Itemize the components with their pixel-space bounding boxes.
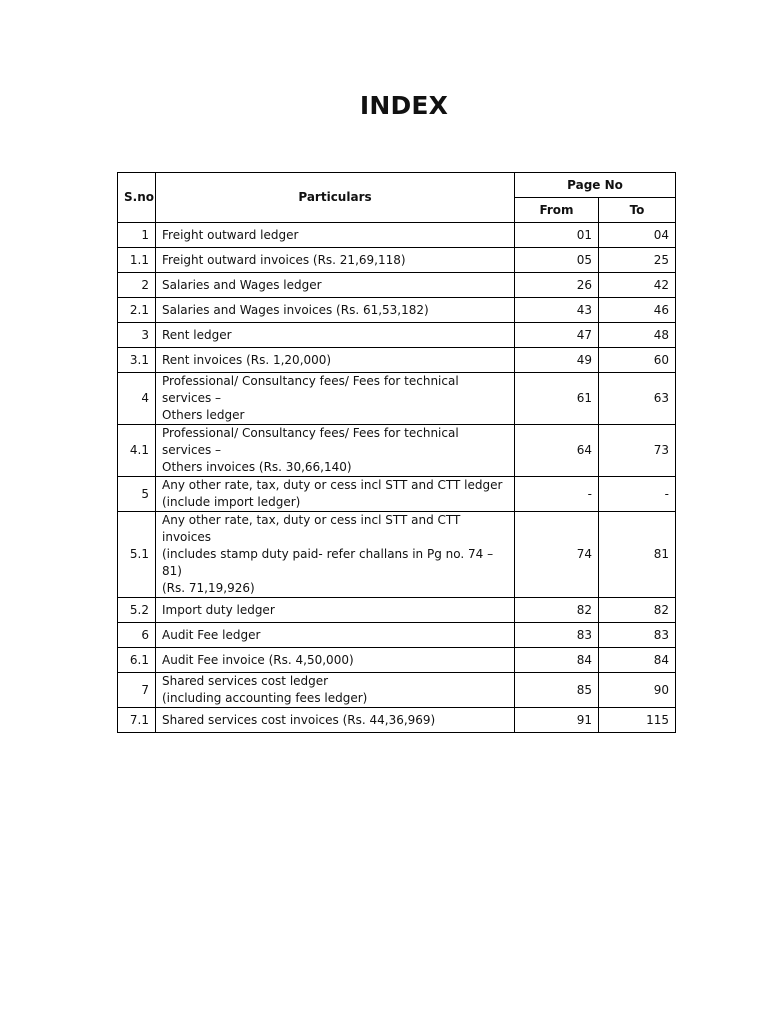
index-table	[117, 172, 676, 733]
cell-from: 83	[515, 623, 599, 648]
cell-to: 115	[599, 708, 676, 733]
cell-to: -	[599, 477, 676, 512]
cell-sno: 1.1	[118, 248, 156, 273]
particulars-line: Shared services cost invoices (Rs. 44,36,969)	[162, 712, 436, 727]
cell-sno: 5	[118, 477, 156, 512]
cell-particulars	[156, 323, 515, 348]
cell-to: 90	[599, 673, 676, 708]
table-row	[118, 425, 676, 477]
table-row	[118, 477, 676, 512]
table-row	[118, 598, 676, 623]
cell-sno: 2.1	[118, 298, 156, 323]
cell-from: 61	[515, 373, 599, 425]
cell-particulars	[156, 298, 515, 323]
cell-to: 83	[599, 623, 676, 648]
cell-to: 82	[599, 598, 676, 623]
cell-to: 73	[599, 425, 676, 477]
table-row	[118, 223, 676, 248]
cell-from: 64	[515, 425, 599, 477]
cell-to: 81	[599, 512, 676, 598]
cell-particulars	[156, 648, 515, 673]
table-header	[118, 173, 676, 223]
cell-from: 26	[515, 273, 599, 298]
cell-to: 42	[599, 273, 676, 298]
cell-sno: 6	[118, 623, 156, 648]
cell-from: 47	[515, 323, 599, 348]
cell-to: 84	[599, 648, 676, 673]
cell-particulars	[156, 598, 515, 623]
table-row	[118, 248, 676, 273]
particulars-line: Shared services cost ledger	[162, 674, 329, 688]
particulars-line: Professional/ Consultancy fees/ Fees for technical services –	[162, 426, 459, 457]
particulars-line: Import duty ledger	[162, 602, 275, 617]
cell-particulars	[156, 673, 515, 708]
cell-from: 43	[515, 298, 599, 323]
cell-sno: 4.1	[118, 425, 156, 477]
particulars-line: Professional/ Consultancy fees/ Fees for technical services –	[162, 374, 459, 405]
cell-particulars	[156, 512, 515, 598]
table-body	[118, 223, 676, 733]
particulars-line: Salaries and Wages invoices (Rs. 61,53,182)	[162, 302, 429, 317]
cell-sno: 6.1	[118, 648, 156, 673]
cell-from: 91	[515, 708, 599, 733]
cell-particulars	[156, 477, 515, 512]
cell-sno: 5.1	[118, 512, 156, 598]
cell-particulars	[156, 373, 515, 425]
cell-from: 49	[515, 348, 599, 373]
cell-from: 82	[515, 598, 599, 623]
cell-particulars	[156, 708, 515, 733]
cell-sno: 7	[118, 673, 156, 708]
cell-particulars	[156, 248, 515, 273]
particulars-line: Rent ledger	[162, 327, 232, 342]
cell-to: 46	[599, 298, 676, 323]
particulars-line: Rent invoices (Rs. 1,20,000)	[162, 352, 332, 367]
cell-particulars	[156, 425, 515, 477]
table-row	[118, 708, 676, 733]
cell-from: 84	[515, 648, 599, 673]
header-sno: S.no	[118, 173, 156, 223]
particulars-line: (Rs. 71,19,926)	[162, 581, 255, 595]
cell-particulars	[156, 223, 515, 248]
cell-to: 48	[599, 323, 676, 348]
cell-from: 74	[515, 512, 599, 598]
table-row	[118, 512, 676, 598]
particulars-line: Salaries and Wages ledger	[162, 277, 322, 292]
cell-from: 01	[515, 223, 599, 248]
cell-to: 04	[599, 223, 676, 248]
table-row	[118, 648, 676, 673]
cell-sno: 3	[118, 323, 156, 348]
cell-particulars	[156, 273, 515, 298]
particulars-line: Audit Fee invoice (Rs. 4,50,000)	[162, 652, 354, 667]
cell-sno: 4	[118, 373, 156, 425]
particulars-line: Others ledger	[162, 408, 245, 422]
page-title: INDEX	[359, 91, 449, 120]
cell-sno: 7.1	[118, 708, 156, 733]
cell-particulars	[156, 348, 515, 373]
particulars-line: Audit Fee ledger	[162, 627, 261, 642]
particulars-line: Any other rate, tax, duty or cess incl STT and CTT invoices	[162, 513, 461, 544]
table-row	[118, 298, 676, 323]
particulars-line: Freight outward ledger	[162, 227, 299, 242]
cell-sno: 5.2	[118, 598, 156, 623]
particulars-line: (includes stamp duty paid- refer challans in Pg no. 74 – 81)	[162, 547, 494, 578]
table-row	[118, 273, 676, 298]
cell-to: 60	[599, 348, 676, 373]
particulars-line: Any other rate, tax, duty or cess incl STT and CTT ledger	[162, 478, 503, 492]
cell-sno: 3.1	[118, 348, 156, 373]
table-row	[118, 623, 676, 648]
table-row	[118, 323, 676, 348]
particulars-line: (including accounting fees ledger)	[162, 691, 368, 705]
header-to: To	[599, 198, 676, 223]
header-from: From	[515, 198, 599, 223]
cell-sno: 1	[118, 223, 156, 248]
header-page-no: Page No	[515, 173, 676, 198]
cell-from: 85	[515, 673, 599, 708]
cell-sno: 2	[118, 273, 156, 298]
particulars-line: Others invoices (Rs. 30,66,140)	[162, 460, 352, 474]
cell-to: 25	[599, 248, 676, 273]
cell-from: 05	[515, 248, 599, 273]
cell-from: -	[515, 477, 599, 512]
particulars-line: (include import ledger)	[162, 495, 301, 509]
table-row	[118, 673, 676, 708]
header-particulars: Particulars	[156, 173, 515, 223]
table-row	[118, 348, 676, 373]
particulars-line: Freight outward invoices (Rs. 21,69,118)	[162, 252, 406, 267]
header-row-top	[118, 173, 676, 198]
cell-to: 63	[599, 373, 676, 425]
table-row	[118, 373, 676, 425]
cell-particulars	[156, 623, 515, 648]
